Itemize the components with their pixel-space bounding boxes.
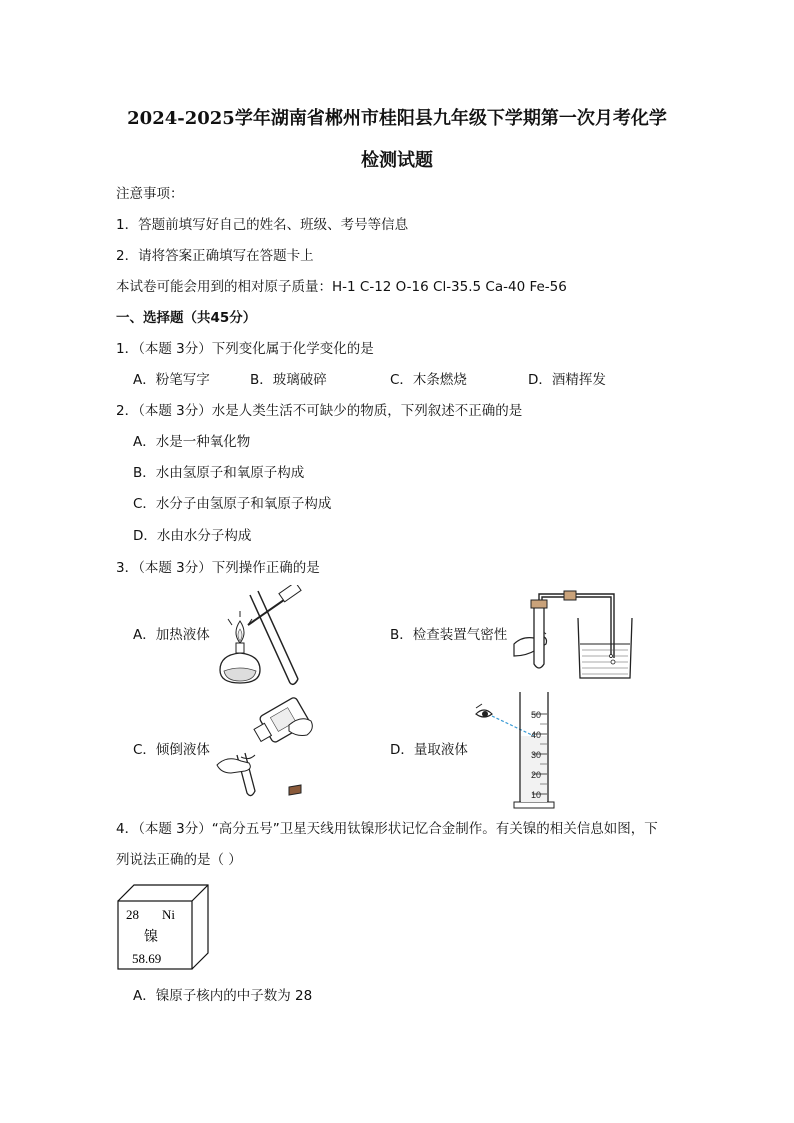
q1-stem: 1．（本题 3分）下列变化属于化学变化的是 — [116, 341, 374, 357]
cylinder-tick-10: 10 — [531, 790, 542, 800]
q2-option-d: D．水由水分子构成 — [133, 528, 252, 544]
cylinder-tick-40: 40 — [531, 730, 542, 740]
q2-stem: 2．（本题 3分）水是人类生活不可缺少的物质，下列叙述不正确的是 — [116, 403, 523, 419]
q1-option-a: A．粉笔写字 — [133, 372, 210, 388]
q1-option-c: C．木条燃烧 — [390, 372, 467, 388]
section-header: 一、选择题（共45分） — [116, 310, 257, 326]
q3-option-d: D．量取液体 — [390, 742, 468, 758]
element-atomic-mass: 58.69 — [132, 951, 162, 966]
q2-option-b: B．水由氢原子和氧原子构成 — [133, 465, 305, 481]
atomic-masses: 本试卷可能会用到的相对原子质量：H-1 C-12 O-16 Cl-35.5 Ca-40 Fe-56 — [116, 279, 567, 295]
q3-option-a: A．加热液体 — [133, 627, 210, 643]
q3-option-b: B．检查装置气密性 — [390, 627, 508, 643]
nickel-element-card — [116, 883, 210, 973]
notice-item-2: 2．请将答案正确填写在答题卡上 — [116, 248, 314, 264]
q3-stem: 3．（本题 3分）下列操作正确的是 — [116, 560, 320, 576]
element-symbol: Ni — [162, 907, 175, 922]
q1-option-d: D．酒精挥发 — [528, 372, 606, 388]
exam-title-line1: 2024-2025学年湖南省郴州市桂阳县九年级下学期第一次月考化学 — [127, 108, 667, 129]
notice-header: 注意事项： — [116, 186, 184, 202]
element-name: 镍 — [144, 930, 158, 945]
element-atomic-number: 28 — [126, 907, 139, 922]
notice-item-1: 1．答题前填写好自己的姓名、班级、考号等信息 — [116, 217, 409, 233]
q4-stem-line1: 4．（本题 3分）“高分五号”卫星天线用钛镍形状记忆合金制作。有关镍的相关信息如图，下 — [116, 821, 658, 837]
q1-option-b: B．玻璃破碎 — [250, 372, 327, 388]
heating-liquid-figure — [210, 585, 310, 687]
cylinder-tick-50: 50 — [531, 710, 542, 720]
cylinder-tick-30: 30 — [531, 750, 542, 760]
airtightness-check-figure — [512, 586, 634, 681]
measuring-cylinder-figure — [470, 690, 560, 810]
q3-option-c: C．倾倒液体 — [133, 742, 210, 758]
q4-option-a: A．镍原子核内的中子数为 28 — [133, 988, 313, 1004]
q2-option-c: C．水分子由氢原子和氧原子构成 — [133, 496, 332, 512]
pouring-liquid-figure — [215, 695, 325, 803]
q4-stem-line2: 列说法正确的是（ ） — [116, 852, 242, 868]
cylinder-tick-20: 20 — [531, 770, 542, 780]
q2-option-a: A．水是一种氧化物 — [133, 434, 251, 450]
exam-title-line2: 检测试题 — [361, 150, 433, 171]
